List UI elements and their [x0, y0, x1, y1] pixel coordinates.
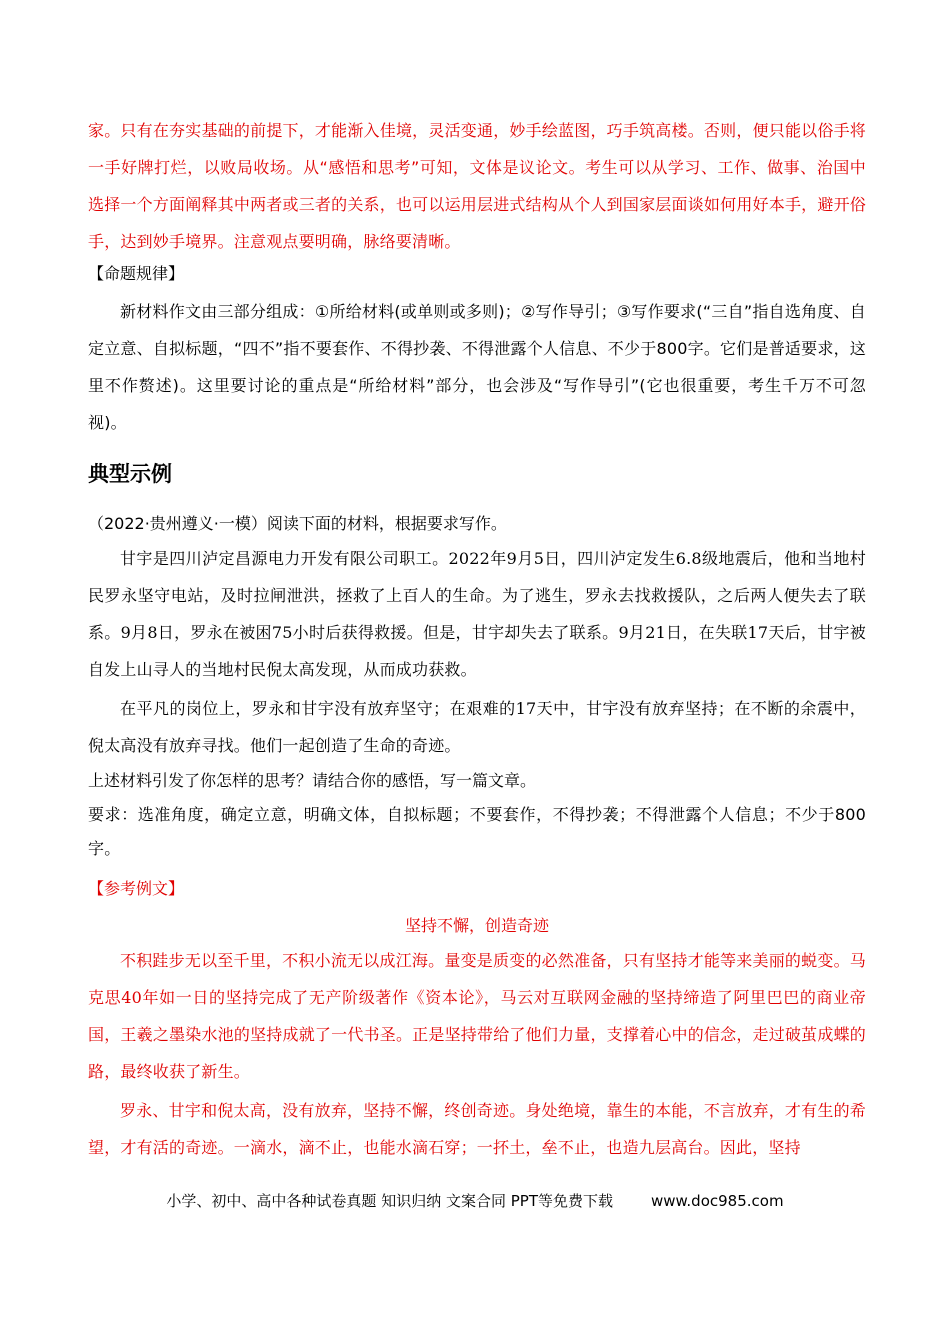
essay-paragraph-2: 罗永、甘宇和倪太高，没有放弃，坚持不懈，终创奇迹。身处绝境，靠生的本能，不言放弃，才有生的希望，才有活的奇迹。一滴水，滴不止，也能水滴石穿；一抔土，垒不止，也造九层高台。因此，坚持	[88, 1101, 866, 1157]
exam-source: （2022·贵州遵义·一模）阅读下面的材料，根据要求写作。	[88, 514, 507, 533]
pattern-paragraph: 新材料作文由三部分组成：①所给材料(或单则或多则)；②写作导引；③写作要求(“三自”指自选角度、自定立意、自拟标题，“四不”指不要套作、不得抄袭、不得泄露个人信息、不少于800字。它们是普适要求，这里不作赘述)。这里要讨论的重点是“所给材料”部分，也会涉及“写作导引”(它也很重要，考生千万不可忽视)。	[88, 302, 866, 432]
essay-title: 坚持不懈，创造奇迹	[404, 916, 549, 935]
intro-paragraph: 家。只有在夯实基础的前提下，才能渐入佳境，灵活变通，妙手绘蓝图，巧手筑高楼。否则，便只能以俗手将一手好牌打烂，以败局收场。从“感悟和思考”可知，文体是议论文。考生可以从学习、工作、做事、治国中选择一个方面阐释其中两者或三者的关系，也可以运用层进式结构从个人到国家层面谈如何用好本手，避开俗手，达到妙手境界。注意观点要明确，脉络要清晰。	[88, 121, 866, 251]
footer-text: 小学、初中、高中各种试卷真题 知识归纳 文案合同 PPT等免费下载	[166, 1192, 613, 1210]
footer-url[interactable]: www.doc985.com	[650, 1192, 784, 1210]
footer	[0, 1190, 950, 1212]
prompt-line: 上述材料引发了你怎样的思考？请结合你的感悟，写一篇文章。	[88, 771, 537, 790]
example-heading: 典型示例	[88, 462, 172, 486]
reference-heading: 【参考例文】	[88, 879, 185, 898]
pattern-heading: 【命题规律】	[88, 264, 185, 283]
material-paragraph-2: 在平凡的岗位上，罗永和甘宇没有放弃坚守；在艰难的17天中，甘宇没有放弃坚持；在不断的余震中，倪太高没有放弃寻找。他们一起创造了生命的奇迹。	[88, 699, 866, 755]
material-paragraph-1: 甘宇是四川泸定昌源电力开发有限公司职工。2022年9月5日，四川泸定发生6.8级地震后，他和当地村民罗永坚守电站，及时拉闸泄洪，拯救了上百人的生命。为了逃生，罗永去找救援队，之后两人便失去了联系。9月8日，罗永在被困75小时后获得救援。但是，甘宇却失去了联系。9月21日，在失联17天后，甘宇被自发上山寻人的当地村民倪太高发现，从而成功获救。	[88, 549, 866, 679]
requirements: 要求：选准角度，确定立意，明确文体，自拟标题；不要套作，不得抄袭；不得泄露个人信息；不少于800字。	[88, 805, 866, 858]
essay-paragraph-1: 不积跬步无以至千里，不积小流无以成江海。量变是质变的必然准备，只有坚持才能等来美丽的蜕变。马克思40年如一日的坚持完成了无产阶级著作《资本论》，马云对互联网金融的坚持缔造了阿里巴巴的商业帝国，王羲之墨染水池的坚持成就了一代书圣。正是坚持带给了他们力量，支撑着心中的信念，走过破茧成蝶的路，最终收获了新生。	[88, 951, 866, 1081]
